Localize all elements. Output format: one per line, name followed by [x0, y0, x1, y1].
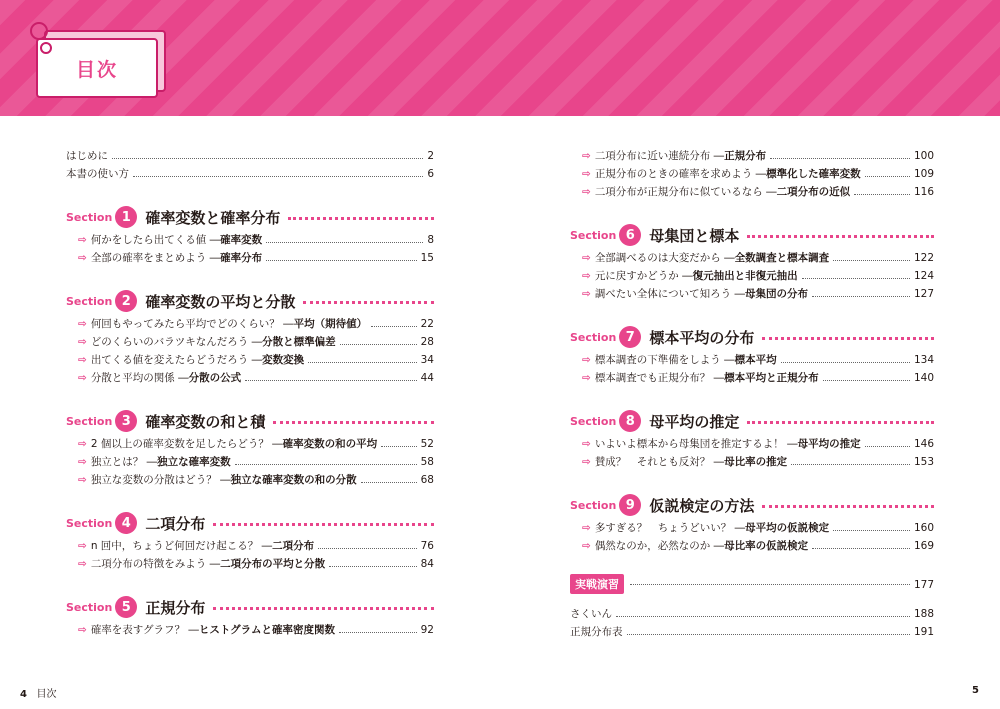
section-dots — [303, 301, 434, 304]
spacer — [66, 268, 434, 278]
header-banner — [0, 0, 1000, 116]
entry-topic: 母集団の分布 — [744, 288, 808, 300]
right-arrow-icon: ⇨ — [78, 624, 87, 636]
leader-dots — [340, 343, 417, 345]
section-word: Section — [66, 516, 113, 530]
page-number: 100 — [913, 150, 934, 162]
section-word: Section — [570, 498, 617, 512]
section-heading[interactable] — [66, 596, 434, 618]
entry-text: 分散と平均の関係 ― — [90, 372, 189, 384]
leader-dots — [381, 445, 416, 447]
spacer — [570, 202, 934, 212]
entry-label: 正規分布表 — [570, 626, 623, 638]
leader-dots — [854, 193, 910, 195]
section-dots — [213, 523, 434, 526]
entry-text: 賛成？ それとも反対？ ― — [594, 456, 725, 468]
index-card — [36, 38, 158, 98]
page-number: 8 — [427, 234, 434, 246]
entry-text: 独立な変数の分散はどう？ ― — [90, 474, 231, 486]
toc-entry[interactable] — [570, 250, 934, 268]
entry-topic: 母平均の推定 — [797, 438, 861, 450]
toc-entry[interactable] — [570, 624, 934, 642]
entry-topic: 標本平均と正規分布 — [724, 372, 819, 384]
entry-topic: 全数調査と標本調査 — [734, 252, 830, 264]
section-heading[interactable] — [66, 410, 434, 432]
right-arrow-icon: ⇨ — [78, 318, 87, 330]
entry-text: 二項分布の特徴をみよう ― — [90, 558, 221, 570]
leader-dots — [865, 445, 910, 447]
page-number: 191 — [913, 626, 934, 638]
section-title: 確率変数の平均と分散 — [145, 292, 296, 311]
toc-entry[interactable] — [570, 286, 934, 304]
spacer — [570, 556, 934, 566]
folio-label: 目次 — [36, 689, 57, 700]
card-ring-icon — [30, 22, 48, 40]
entry-topic: 復元抽出と非復元抽出 — [692, 270, 798, 282]
section-heading[interactable] — [66, 290, 434, 312]
page-number: 127 — [913, 288, 934, 300]
right-arrow-icon: ⇨ — [78, 336, 87, 348]
section-title: 確率変数の和と積 — [145, 412, 266, 431]
entry-topic: 確率変数の和の平均 — [282, 438, 378, 450]
section-dots — [213, 607, 434, 610]
page-folio-left — [20, 685, 57, 700]
entry-topic: 分散と標準偏差 — [262, 336, 336, 348]
section-heading[interactable] — [66, 512, 434, 534]
leader-dots — [770, 157, 910, 159]
section-heading[interactable] — [570, 410, 934, 432]
entry-topic: 母比率の仮説検定 — [724, 540, 809, 552]
page-number: 52 — [420, 438, 434, 450]
leader-dots — [329, 565, 416, 567]
toc-entry[interactable] — [66, 556, 434, 574]
leader-dots — [833, 259, 910, 261]
section-dots — [273, 421, 434, 424]
page-number: 68 — [420, 474, 434, 486]
right-arrow-icon: ⇨ — [582, 150, 591, 162]
entry-text: 何回もやってみたら平均でどのくらい？ ― — [90, 318, 294, 330]
page-number: 169 — [913, 540, 934, 552]
entry-text: 二項分布が正規分布に似ているなら ― — [594, 186, 777, 198]
leader-dots — [791, 463, 910, 465]
entry-topic: 分散の公式 — [188, 372, 242, 384]
page-number: 146 — [913, 438, 934, 450]
section-title: 確率変数と確率分布 — [145, 208, 281, 227]
leader-dots — [361, 481, 417, 483]
section-dots — [762, 505, 934, 508]
entry-topic: 二項分布の近似 — [776, 186, 851, 198]
entry-text: n 回中，ちょうど何回だけ起こる？ ― — [90, 540, 273, 552]
page-number: 160 — [913, 522, 934, 534]
page-number: 76 — [420, 540, 434, 552]
right-arrow-icon: ⇨ — [78, 438, 87, 450]
entry-topic: ヒストグラムと確率密度関数 — [198, 624, 336, 636]
entry-text: 偶然なのか，必然なのか ― — [594, 540, 725, 552]
practice-entry[interactable] — [570, 574, 934, 592]
entry-topic: 母比率の推定 — [724, 456, 788, 468]
entry-text: 出てくる値を変えたらどうだろう ― — [90, 354, 263, 366]
section-title: 二項分布 — [145, 514, 206, 533]
section-number-badge: 7 — [619, 326, 641, 348]
section-heading[interactable] — [570, 224, 934, 246]
section-number-badge: 1 — [115, 206, 137, 228]
page-number: 84 — [420, 558, 434, 570]
toc-entry[interactable] — [66, 472, 434, 490]
toc-entry[interactable] — [66, 622, 434, 640]
page-number: 92 — [420, 624, 434, 636]
right-arrow-icon: ⇨ — [582, 168, 591, 180]
page-number: 34 — [420, 354, 434, 366]
entry-topic: 二項分布 — [272, 540, 315, 552]
right-arrow-icon: ⇨ — [78, 372, 87, 384]
entry-label: 本書の使い方 — [66, 168, 129, 180]
section-heading[interactable] — [570, 326, 934, 348]
entry-text: 正規分布のときの確率を求めよう ― — [594, 168, 767, 180]
right-arrow-icon: ⇨ — [582, 372, 591, 384]
page-number: 124 — [913, 270, 934, 282]
leader-dots — [802, 277, 910, 279]
entry-topic: 二項分布の平均と分散 — [220, 558, 326, 570]
right-arrow-icon: ⇨ — [582, 540, 591, 552]
toc-entry[interactable] — [66, 166, 434, 184]
right-arrow-icon: ⇨ — [582, 354, 591, 366]
section-number-badge: 6 — [619, 224, 641, 246]
section-title: 母集団と標本 — [649, 226, 740, 245]
entry-text: どのくらいのバラツキなんだろう ― — [90, 336, 263, 348]
page-number: 28 — [420, 336, 434, 348]
right-arrow-icon: ⇨ — [78, 456, 87, 468]
section-title: 正規分布 — [145, 598, 206, 617]
section-dots — [747, 235, 934, 238]
toc-entry[interactable] — [66, 370, 434, 388]
entry-text: 標本調査の下準備をしよう ― — [594, 354, 735, 366]
spacer — [66, 184, 434, 194]
section-word: Section — [66, 210, 113, 224]
entry-topic: 確率分布 — [220, 252, 263, 264]
toc-entry[interactable] — [66, 148, 434, 166]
right-arrow-icon: ⇨ — [78, 252, 87, 264]
leader-dots — [812, 295, 910, 297]
entry-label: はじめに — [66, 150, 108, 162]
leader-dots — [339, 631, 417, 633]
page-number: 58 — [420, 456, 434, 468]
spacer — [66, 490, 434, 500]
right-arrow-icon: ⇨ — [78, 234, 87, 246]
right-arrow-icon: ⇨ — [78, 354, 87, 366]
spacer — [570, 304, 934, 314]
page-folio-right — [972, 685, 979, 696]
section-number-badge: 5 — [115, 596, 137, 618]
spacer — [66, 574, 434, 584]
right-arrow-icon: ⇨ — [78, 474, 87, 486]
toc-entry[interactable] — [570, 148, 934, 166]
entry-topic: 確率変数 — [220, 234, 263, 246]
entry-text: 確率を表すグラフ？ ― — [90, 624, 199, 636]
page-number: 44 — [420, 372, 434, 384]
page-number: 134 — [913, 354, 934, 366]
page-title: 目次 — [75, 58, 118, 81]
leader-dots — [823, 379, 910, 381]
section-number-badge: 8 — [619, 410, 641, 432]
section-word: Section — [570, 330, 617, 344]
section-title: 仮説検定の方法 — [649, 496, 755, 515]
leader-dots — [616, 615, 910, 617]
toc-entry[interactable] — [66, 436, 434, 454]
section-word: Section — [66, 294, 113, 308]
entry-text: 全部調べるのは大変だから ― — [594, 252, 735, 264]
section-dots — [288, 217, 434, 220]
left-column — [66, 148, 434, 640]
toc-entry[interactable] — [66, 334, 434, 352]
practice-badge: 実戦演習 — [570, 574, 624, 594]
toc-entry[interactable] — [570, 454, 934, 472]
leader-dots — [245, 379, 416, 381]
entry-topic: 平均（期待値） — [293, 318, 368, 330]
entry-text: 何かをしたら出てくる値 ― — [90, 234, 221, 246]
page-number: 116 — [913, 186, 934, 198]
section-number-badge: 4 — [115, 512, 137, 534]
leader-dots — [627, 633, 910, 635]
section-word: Section — [66, 414, 113, 428]
right-column — [570, 148, 934, 642]
toc-entry[interactable] — [570, 436, 934, 454]
toc-entry[interactable] — [570, 370, 934, 388]
page-number: 2 — [427, 150, 434, 162]
spacer — [570, 472, 934, 482]
page-number: 140 — [913, 372, 934, 384]
leader-dots — [371, 325, 416, 327]
entry-text: 調べたい全体について知ろう ― — [594, 288, 745, 300]
spacer — [570, 388, 934, 398]
leader-dots — [865, 175, 910, 177]
leader-dots — [630, 583, 910, 585]
section-title: 標本平均の分布 — [649, 328, 755, 347]
leader-dots — [133, 175, 423, 177]
right-arrow-icon: ⇨ — [78, 540, 87, 552]
right-arrow-icon: ⇨ — [582, 252, 591, 264]
entry-text: 多すぎる？ ちょうどいい？ ― — [594, 522, 746, 534]
entry-topic: 正規分布 — [724, 150, 767, 162]
spacer — [570, 592, 934, 606]
page-number-left: 4 — [20, 689, 27, 700]
section-word: Section — [570, 228, 617, 242]
toc-entry[interactable] — [66, 352, 434, 370]
right-arrow-icon: ⇨ — [582, 186, 591, 198]
toc-entry[interactable] — [570, 166, 934, 184]
section-heading[interactable] — [66, 206, 434, 228]
toc-entry[interactable] — [570, 520, 934, 538]
entry-topic: 標準化した確率変数 — [766, 168, 861, 180]
page-number-right: 5 — [972, 685, 979, 696]
toc-entry[interactable] — [570, 184, 934, 202]
entry-text: 全部の確率をまとめよう ― — [90, 252, 221, 264]
section-heading[interactable] — [570, 494, 934, 516]
entry-topic: 変数変換 — [262, 354, 305, 366]
entry-text: 標本調査でも正規分布？ ― — [594, 372, 725, 384]
leader-dots — [833, 529, 910, 531]
page-number: 188 — [913, 608, 934, 620]
leader-dots — [308, 361, 416, 363]
leader-dots — [235, 463, 417, 465]
toc-entry[interactable] — [66, 232, 434, 250]
entry-text: 二項分布に近い連続分布 ― — [594, 150, 725, 162]
section-title: 母平均の推定 — [649, 412, 740, 431]
entry-text: いよいよ標本から母集団を推定するよ！ ― — [594, 438, 798, 450]
leader-dots — [266, 259, 416, 261]
section-dots — [747, 421, 934, 424]
entry-label: さくいん — [570, 608, 612, 620]
spacer — [66, 388, 434, 398]
toc-entry[interactable] — [570, 352, 934, 370]
leader-dots — [266, 241, 423, 243]
leader-dots — [812, 547, 910, 549]
toc-entry[interactable] — [570, 538, 934, 556]
toc-entry[interactable] — [570, 268, 934, 286]
section-word: Section — [66, 600, 113, 614]
right-arrow-icon: ⇨ — [78, 558, 87, 570]
page-number: 153 — [913, 456, 934, 468]
page-number: 177 — [913, 579, 934, 591]
toc-entry[interactable] — [66, 316, 434, 334]
page-number: 109 — [913, 168, 934, 180]
entry-topic: 標本平均 — [734, 354, 777, 366]
toc-entry[interactable] — [66, 454, 434, 472]
section-number-badge: 3 — [115, 410, 137, 432]
right-arrow-icon: ⇨ — [582, 438, 591, 450]
right-arrow-icon: ⇨ — [582, 522, 591, 534]
entry-topic: 独立な確率変数の和の分散 — [230, 474, 357, 486]
section-number-badge: 2 — [115, 290, 137, 312]
entry-topic: 独立な確率変数 — [157, 456, 231, 468]
leader-dots — [112, 157, 423, 159]
section-dots — [762, 337, 934, 340]
entry-text: 独立とは？ ― — [90, 456, 158, 468]
page-number: 22 — [420, 318, 434, 330]
page-number: 6 — [427, 168, 434, 180]
right-arrow-icon: ⇨ — [582, 288, 591, 300]
right-arrow-icon: ⇨ — [582, 270, 591, 282]
page-number: 122 — [913, 252, 934, 264]
leader-dots — [318, 547, 416, 549]
toc-entry[interactable] — [66, 250, 434, 268]
page-number: 15 — [420, 252, 434, 264]
toc-entry[interactable] — [570, 606, 934, 624]
entry-topic: 母平均の仮説検定 — [745, 522, 830, 534]
toc-entry[interactable] — [66, 538, 434, 556]
card-hole-icon — [40, 42, 52, 54]
leader-dots — [781, 361, 910, 363]
entry-text: 2 個以上の確率変数を足したらどう？ ― — [90, 438, 283, 450]
right-arrow-icon: ⇨ — [582, 456, 591, 468]
section-number-badge: 9 — [619, 494, 641, 516]
section-word: Section — [570, 414, 617, 428]
entry-text: 元に戻すかどうか ― — [594, 270, 693, 282]
